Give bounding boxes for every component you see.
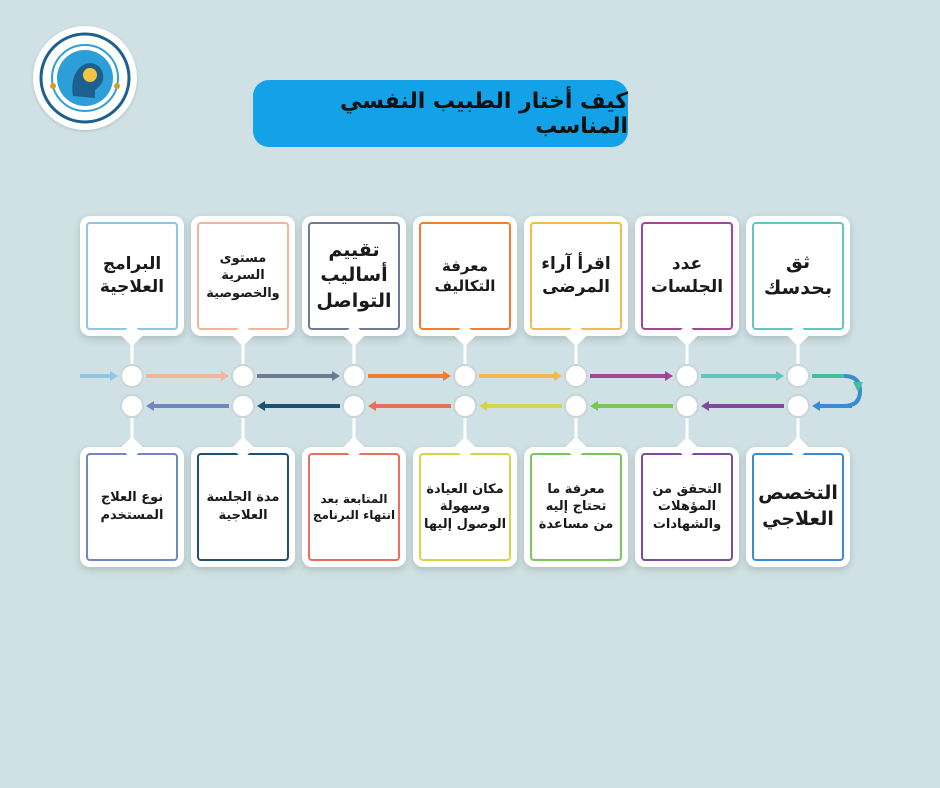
card-label: تقييم أساليب التواصل xyxy=(308,222,400,330)
arrow-right-icon xyxy=(665,371,673,381)
timeline-node xyxy=(454,365,476,387)
card-label: التخصص العلاجي xyxy=(752,453,844,561)
timeline-node xyxy=(676,365,698,387)
arrow-left-icon xyxy=(368,401,376,411)
card-label: المتابعة بعد انتهاء البرنامج xyxy=(308,453,400,561)
timeline-node xyxy=(343,365,365,387)
timeline-node xyxy=(121,365,143,387)
timeline-node xyxy=(121,395,143,417)
bottom-card-7 xyxy=(746,447,850,567)
timeline-node xyxy=(565,365,587,387)
arrow-left-icon xyxy=(479,401,487,411)
bottom-card-5 xyxy=(524,447,628,567)
bottom-card-1 xyxy=(80,447,184,567)
card-label: مستوى السرية والخصوصية xyxy=(197,222,289,330)
card-label: التحقق من المؤهلات والشهادات xyxy=(641,453,733,561)
timeline-node xyxy=(787,395,809,417)
bottom-card-6 xyxy=(635,447,739,567)
card-label: البرامج العلاجية xyxy=(86,222,178,330)
card-label: عدد الجلسات xyxy=(641,222,733,330)
timeline-node xyxy=(454,395,476,417)
timeline-node xyxy=(232,395,254,417)
page-title: كيف أختار الطبيب النفسي المناسب xyxy=(253,80,628,147)
arrow-right-icon xyxy=(110,371,118,381)
card-label: معرفة التكاليف xyxy=(419,222,511,330)
timeline-node xyxy=(232,365,254,387)
arrow-right-icon xyxy=(776,371,784,381)
top-card-2 xyxy=(191,216,295,336)
timeline-node xyxy=(343,395,365,417)
top-card-1 xyxy=(80,216,184,336)
timeline-node xyxy=(565,395,587,417)
bottom-card-2 xyxy=(191,447,295,567)
top-card-4 xyxy=(413,216,517,336)
arrow-right-icon xyxy=(332,371,340,381)
card-label: ثق بحدسك xyxy=(752,222,844,330)
bottom-card-3 xyxy=(302,447,406,567)
card-label: معرفة ما تحتاج إليه من مساعدة xyxy=(530,453,622,561)
card-label: نوع العلاج المستخدم xyxy=(86,453,178,561)
arrow-left-icon xyxy=(701,401,709,411)
card-label: مدة الجلسة العلاجية xyxy=(197,453,289,561)
arrow-left-icon xyxy=(257,401,265,411)
timeline-node xyxy=(787,365,809,387)
top-card-3 xyxy=(302,216,406,336)
top-card-6 xyxy=(635,216,739,336)
arrow-right-icon xyxy=(554,371,562,381)
bottom-card-4 xyxy=(413,447,517,567)
arrow-left-icon xyxy=(146,401,154,411)
arrow-left-icon xyxy=(590,401,598,411)
top-card-5 xyxy=(524,216,628,336)
arrow-right-icon xyxy=(443,371,451,381)
arrow-right-icon xyxy=(221,371,229,381)
arrow-left-icon xyxy=(812,401,820,411)
timeline-node xyxy=(676,395,698,417)
card-label: اقرأ آراء المرضى xyxy=(530,222,622,330)
card-label: مكان العيادة وسهولة الوصول إليها xyxy=(419,453,511,561)
top-card-7 xyxy=(746,216,850,336)
